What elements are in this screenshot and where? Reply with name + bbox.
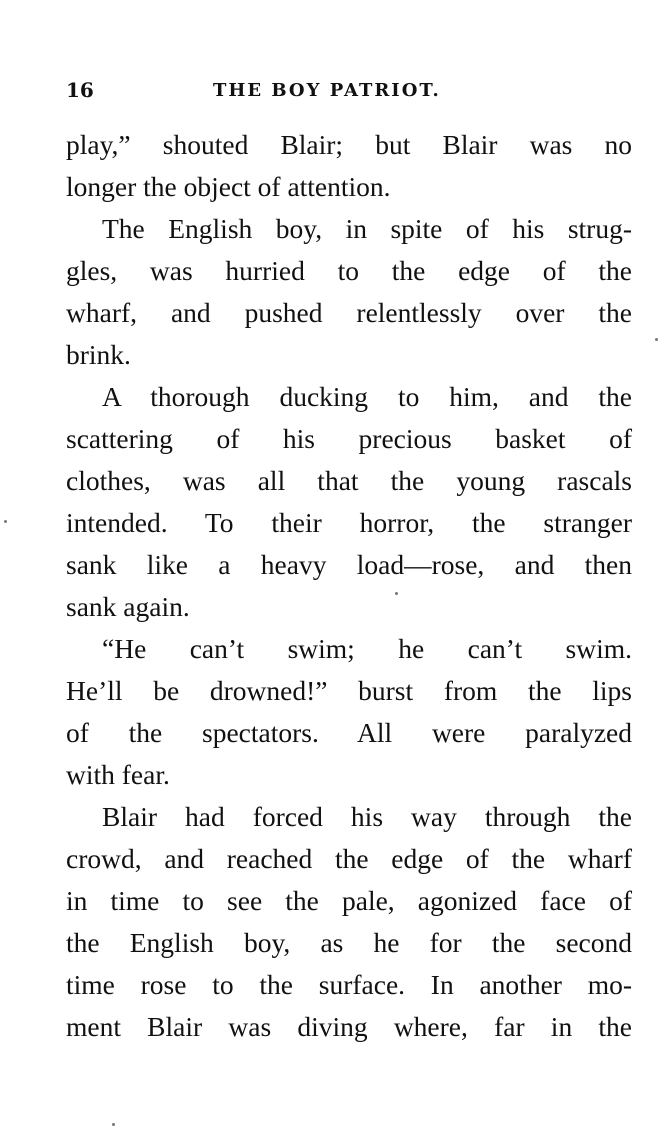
- text-line: He’ll be drowned!” burst from the lips: [66, 675, 632, 706]
- text-line: brink.: [66, 339, 131, 370]
- text-line: scattering of his precious basket of: [66, 423, 632, 454]
- text-line: “He can’t swim; he can’t swim.: [102, 633, 632, 664]
- text-line: gles, was hurried to the edge of the: [66, 255, 632, 286]
- text-line: the English boy, as he for the second: [66, 927, 632, 958]
- text-line: play,” shouted Blair; but Blair was no: [66, 129, 632, 160]
- text-line: clothes, was all that the young rascals: [66, 465, 632, 496]
- text-line: intended. To their horror, the stranger: [66, 507, 632, 538]
- text-line: The English boy, in spite of his strug-: [102, 213, 632, 244]
- scan-speck: [395, 592, 398, 595]
- page-number: 16: [66, 78, 94, 102]
- text-line: ment Blair was diving where, far in the: [66, 1011, 632, 1042]
- text-line: A thorough ducking to him, and the: [102, 381, 632, 412]
- scan-speck: [655, 338, 658, 341]
- text-line: wharf, and pushed relentlessly over the: [66, 297, 632, 328]
- scan-speck: [4, 520, 7, 523]
- page-header: [66, 78, 632, 108]
- scan-speck: [112, 1123, 115, 1126]
- text-line: longer the object of attention.: [66, 171, 391, 202]
- body-text: [66, 124, 632, 1048]
- text-line: sank again.: [66, 591, 190, 622]
- text-line: sank like a heavy load—rose, and then: [66, 549, 632, 580]
- text-line: of the spectators. All were paralyzed: [66, 717, 632, 748]
- text-line: time rose to the surface. In another mo-: [66, 969, 632, 1000]
- text-line: crowd, and reached the edge of the wharf: [66, 843, 632, 874]
- text-line: with fear.: [66, 759, 170, 790]
- text-line: in time to see the pale, agonized face of: [66, 885, 632, 916]
- running-title: THE BOY PATRIOT.: [213, 80, 441, 101]
- text-line: Blair had forced his way through the: [102, 801, 632, 832]
